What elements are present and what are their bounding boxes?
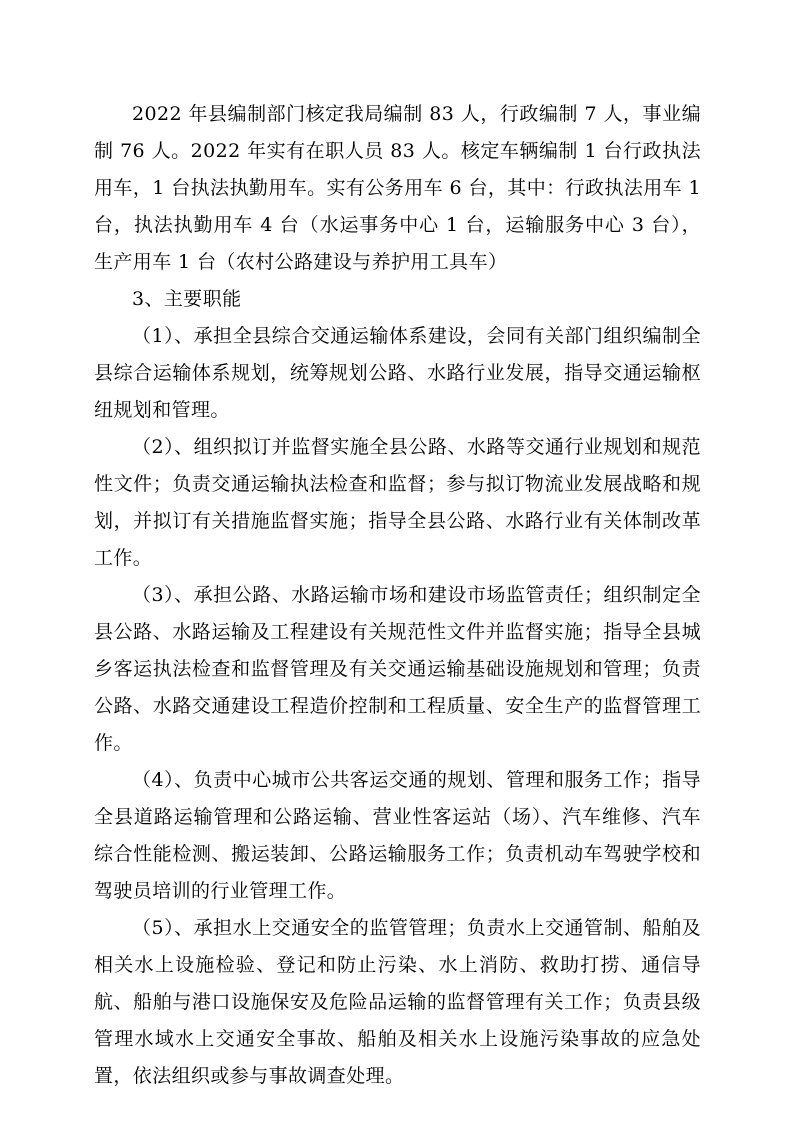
paragraph-staffing: 2022 年县编制部门核定我局编制 83 人，行政编制 7 人，事业编制 76 人。2022 年实有在职人员 83 人。核定车辆编制 1 台行政执法用车，1 台执法执勤用车。实有公务用车 6 台，其中：行政执法用车 1 台，执法执勤用车 4 台（水运事务中心 1 台，运输服务中心 3 台），生产用车 1 台（农村公路建设与养护用工具车） [94,103,701,273]
paragraph-function-1: （1）、承担全县综合交通运输体系建设，会同有关部门组织编制全县综合运输体系规划，统筹规划公路、水路行业发展，指导交通运输枢纽规划和管理。 [94,325,701,421]
paragraph-function-5: （5）、承担水上交通安全的监管管理；负责水上交通管制、船舶及相关水上设施检验、登记和防止污染、水上消防、救助打捞、通信导航、船舶与港口设施保安及危险品运输的监督管理有关工作；负责县级管理水域水上交通安全事故、船舶及相关水上设施污染事故的应急处置，依法组织或参与事故调查处理。 [94,917,701,1087]
paragraph-function-4: （4）、负责中心城市公共客运交通的规划、管理和服务工作；指导全县道路运输管理和公路运输、营业性客运站（场）、汽车维修、汽车综合性能检测、搬运装卸、公路运输服务工作；负责机动车驾驶学校和驾驶员培训的行业管理工作。 [94,769,701,902]
section-heading-main-functions: 3、主要职能 [132,288,242,310]
paragraph-function-2: （2）、组织拟订并监督实施全县公路、水路等交通行业规划和规范性文件；负责交通运输执法检查和监督；参与拟订物流业发展战略和规划，并拟订有关措施监督实施；指导全县公路、水路行业有关体制改革工作。 [94,436,701,569]
paragraph-function-3: （3）、承担公路、水路运输市场和建设市场监管责任；组织制定全县公路、水路运输及工程建设有关规范性文件并监督实施；指导全县城乡客运执法检查和监督管理及有关交通运输基础设施规划和管理；负责公路、水路交通建设工程造价控制和工程质量、安全生产的监督管理工作。 [94,584,701,754]
document-body [94,96,701,1095]
